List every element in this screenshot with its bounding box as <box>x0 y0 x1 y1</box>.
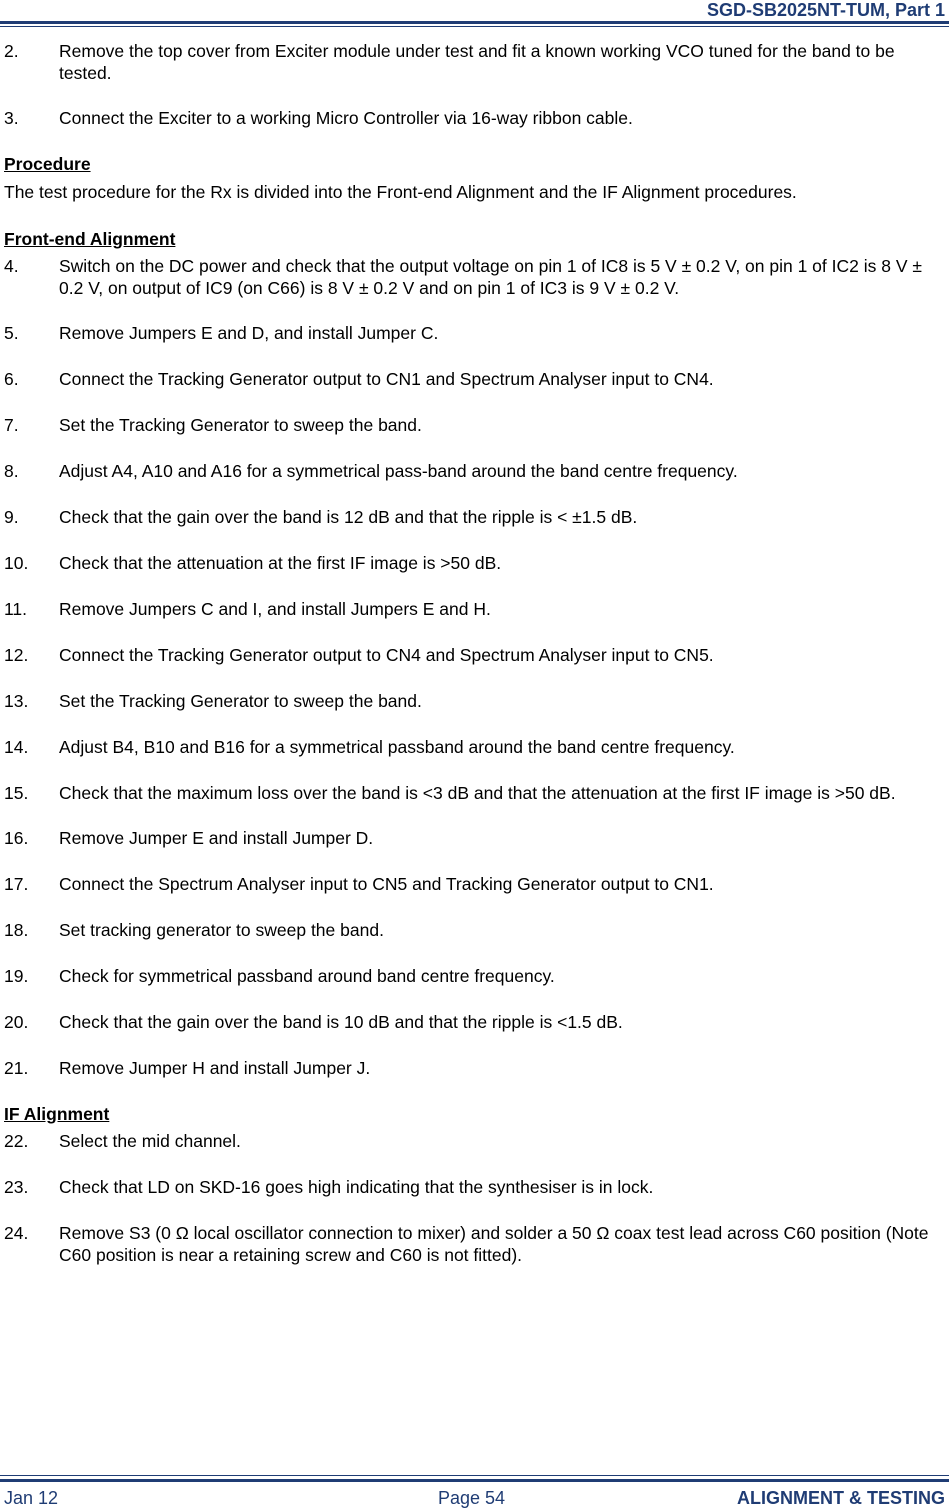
step-text: Select the mid channel. <box>59 1131 241 1151</box>
step-text: Check for symmetrical passband around band centre frequency. <box>59 966 555 986</box>
step-10 <box>4 552 945 574</box>
document-title: SGD-SB2025NT-TUM, Part 1 <box>706 0 945 20</box>
step-number: 18. <box>4 920 29 940</box>
page-content <box>4 40 945 1266</box>
step-text: Set tracking generator to sweep the band. <box>59 920 384 940</box>
step-6 <box>4 368 945 390</box>
step-14 <box>4 736 945 758</box>
step-text: Check that the gain over the band is 10 dB and that the ripple is <1.5 dB. <box>59 1012 623 1032</box>
step-number: 17. <box>4 874 29 894</box>
step-4 <box>4 255 945 299</box>
step-number: 12. <box>4 645 29 665</box>
step-text: Connect the Tracking Generator output to CN1 and Spectrum Analyser input to CN4. <box>59 369 714 389</box>
step-text: Remove Jumper H and install Jumper J. <box>59 1058 371 1078</box>
step-20 <box>4 1011 945 1033</box>
step-text: Adjust B4, B10 and B16 for a symmetrical passband around the band centre frequency. <box>59 737 735 757</box>
step-text: Switch on the DC power and check that the output voltage on pin 1 of IC8 is 5 V ± 0.2 V, on pin 1 of IC2 is 8 V ± 0.2 V, on output of IC9 (on C66) is 8 V ± 0.2 V and on pin 1 of IC3 is 9 V ± 0.2 V. <box>59 256 922 298</box>
step-3 <box>4 107 945 129</box>
step-number: 23. <box>4 1177 29 1197</box>
step-text: Remove S3 (0 Ω local oscillator connection to mixer) and solder a 50 Ω coax test lead across C60 position (Note C60 position is near a retaining screw and C60 is not fitted). <box>59 1223 929 1265</box>
step-9 <box>4 506 945 528</box>
footer-date: Jan 12 <box>4 1488 59 1508</box>
step-8 <box>4 460 945 482</box>
step-22 <box>4 1130 945 1152</box>
step-number: 22. <box>4 1131 29 1151</box>
step-number: 2. <box>4 41 19 61</box>
step-number: 11. <box>4 599 28 619</box>
page-header <box>0 0 949 22</box>
front-end-heading: Front-end Alignment <box>4 229 176 249</box>
step-text: Check that the attenuation at the first IF image is >50 dB. <box>59 553 502 573</box>
step-text: Remove Jumper E and install Jumper D. <box>59 828 374 848</box>
step-11 <box>4 598 945 620</box>
footer-page-number: Page 54 <box>438 1488 506 1508</box>
procedure-heading: Procedure <box>4 154 91 174</box>
step-number: 16. <box>4 828 29 848</box>
step-number: 13. <box>4 691 29 711</box>
step-number: 9. <box>4 507 19 527</box>
step-16 <box>4 827 945 849</box>
step-number: 4. <box>4 256 19 276</box>
step-number: 24. <box>4 1223 29 1243</box>
step-number: 3. <box>4 108 19 128</box>
step-text: Check that the maximum loss over the band is <3 dB and that the attenuation at the first IF image is >50 dB. <box>59 783 896 803</box>
step-number: 20. <box>4 1012 29 1032</box>
footer-section: ALIGNMENT & TESTING <box>737 1488 945 1508</box>
page-footer <box>0 1476 949 1511</box>
step-number: 10. <box>4 553 29 573</box>
step-text: Set the Tracking Generator to sweep the band. <box>59 691 422 711</box>
header-rule-thin <box>0 26 949 27</box>
step-text: Connect the Exciter to a working Micro Controller via 16-way ribbon cable. <box>59 108 633 128</box>
step-12 <box>4 644 945 666</box>
step-number: 6. <box>4 369 19 389</box>
step-text: Check that the gain over the band is 12 dB and that the ripple is < ±1.5 dB. <box>59 507 638 527</box>
procedure-text: The test procedure for the Rx is divided into the Front-end Alignment and the IF Alignment procedures. <box>4 182 797 202</box>
step-number: 15. <box>4 783 29 803</box>
step-18 <box>4 919 945 941</box>
step-number: 8. <box>4 461 19 481</box>
step-text: Check that LD on SKD-16 goes high indicating that the synthesiser is in lock. <box>59 1177 654 1197</box>
step-text: Remove Jumpers E and D, and install Jumper C. <box>59 323 439 343</box>
step-text: Remove Jumpers C and I, and install Jumpers E and H. <box>59 599 491 619</box>
front-end-steps <box>4 255 945 1079</box>
step-17 <box>4 873 945 895</box>
step-5 <box>4 322 945 344</box>
step-number: 19. <box>4 966 29 986</box>
step-number: 5. <box>4 323 19 343</box>
step-2 <box>4 40 945 84</box>
step-24 <box>4 1222 945 1266</box>
if-alignment-heading: IF Alignment <box>4 1104 110 1124</box>
step-text: Connect the Tracking Generator output to CN4 and Spectrum Analyser input to CN5. <box>59 645 714 665</box>
step-number: 7. <box>4 415 19 435</box>
step-21 <box>4 1057 945 1079</box>
step-text: Remove the top cover from Exciter module under test and fit a known working VCO tuned for the band to be tested. <box>59 41 895 83</box>
step-23 <box>4 1176 945 1198</box>
step-number: 14. <box>4 737 29 757</box>
header-rule-thick <box>0 21 949 24</box>
step-15 <box>4 782 945 804</box>
step-text: Adjust A4, A10 and A16 for a symmetrical pass-band around the band centre frequency. <box>59 461 738 481</box>
step-text: Connect the Spectrum Analyser input to CN5 and Tracking Generator output to CN1. <box>59 874 714 894</box>
step-number: 21. <box>4 1058 29 1078</box>
step-13 <box>4 690 945 712</box>
step-text: Set the Tracking Generator to sweep the band. <box>59 415 422 435</box>
step-7 <box>4 414 945 436</box>
step-19 <box>4 965 945 987</box>
